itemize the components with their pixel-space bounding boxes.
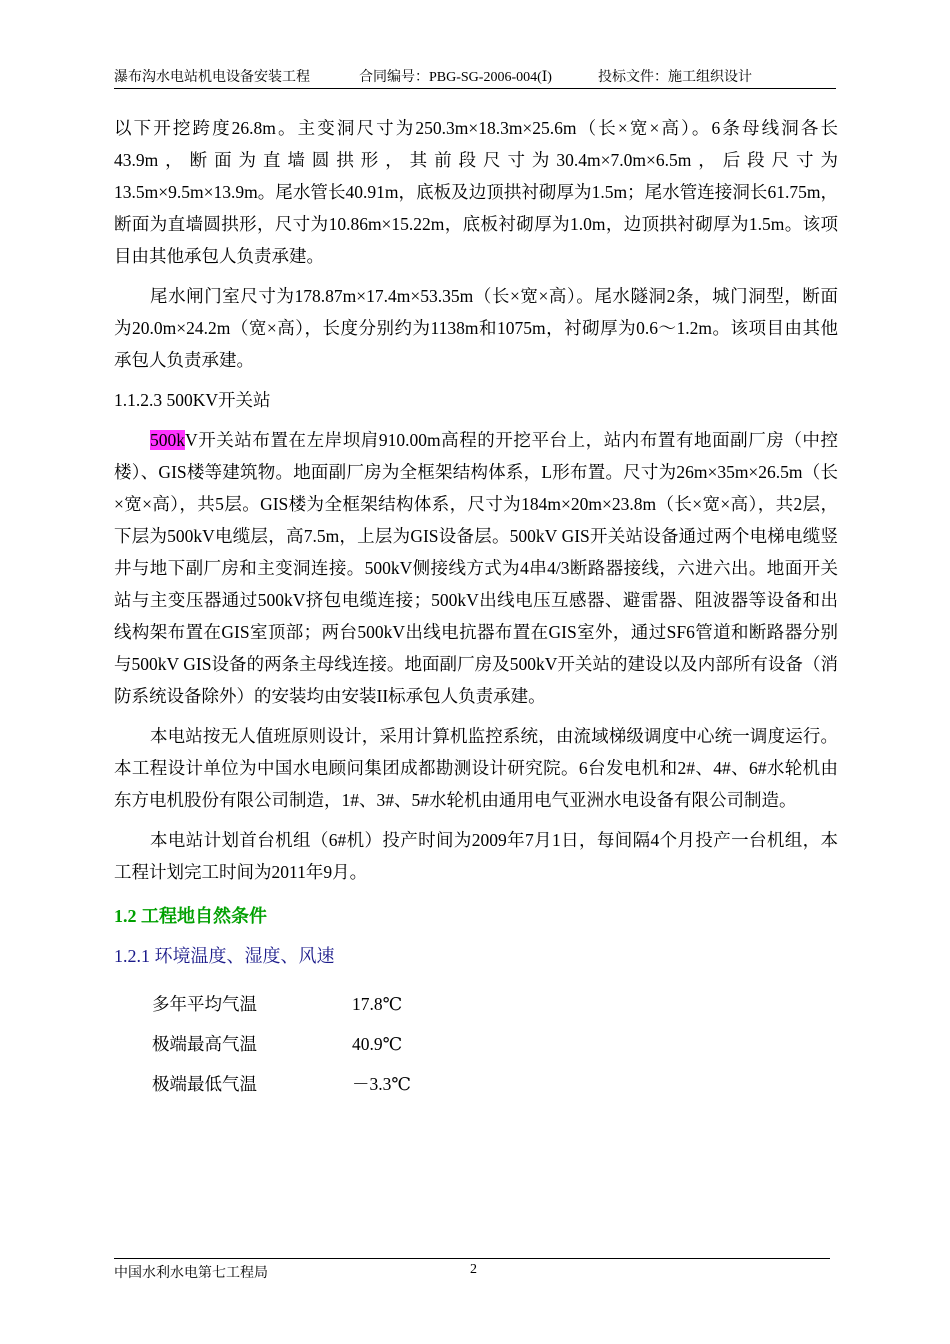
section-heading-12: 1.2 工程地自然条件 xyxy=(114,906,267,926)
param-row xyxy=(114,1064,838,1104)
climate-parameters xyxy=(114,984,838,1104)
param-name: 极端最低气温 xyxy=(152,1074,257,1094)
paragraph-4: 本电站按无人值班原则设计，采用计算机监控系统，由流域梯级调度中心统一调度运行。本工程设计单位为中国水电顾问集团成都勘测设计研究院。6台发电机和2#、4#、6#水轮机由东方电机股份有限公司制造，1#、3#、5#水轮机由通用电气亚洲水电设备有限公司制造。 xyxy=(114,726,838,810)
section-heading-121: 1.2.1 环境温度、湿度、风速 xyxy=(114,946,335,966)
paragraph-1: 以下开挖跨度26.8m。主变洞尺寸为250.3m×18.3m×25.6m（长×宽×高）。6条母线洞各长43.9m，断面为直墙圆拱形，其前段尺寸为30.4m×7.0m×6.5m，后段尺寸为13.5m×9.5m×13.9m。尾水管长40.91m，底板及边顶拱衬砌厚为1.5m；尾水管连接洞长61.75m，断面为直墙圆拱形，尺寸为10.86m×15.22m，底板衬砌厚为1.0m，边顶拱衬砌厚为1.5m。该项目由其他承包人负责承建。 xyxy=(114,118,838,266)
document-body xyxy=(114,112,838,1104)
paragraph-3-text: V开关站布置在左岸坝肩910.00m高程的开挖平台上，站内布置有地面副厂房（中控楼）、GIS楼等建筑物。地面副厂房为全框架结构体系，L形布置。尺寸为26m×35m×26.5m（长×宽×高），共5层。GIS楼为全框架结构体系，尺寸为184m×20m×23.8m（长×宽×高），共2层，下层为500kV电缆层，高7.5m，上层为GIS设备层。500kV GIS开关站设备通过两个电梯电缆竖井与地下副厂房和主变洞连接。500kV侧接线方式为4串4/3断路器接线，六进六出。地面开关站与主变压器通过500kV挤包电缆连接；500kV出线电压互感器、避雷器、阻波器等设备和出线构架布置在GIS室顶部；两台500kV出线电抗器布置在GIS室外，通过SF6管道和断路器分别与500kV GIS设备的两条主母线连接。地面副厂房及500kV开关站的建设以及内部所有设备（消防系统设备除外）的安装均由安装II标承包人负责承建。 xyxy=(114,430,838,706)
header-project-title: 瀑布沟水电站机电设备安装工程 xyxy=(114,70,310,85)
param-value: 40.9℃ xyxy=(352,1034,403,1054)
param-row xyxy=(114,1024,838,1064)
highlighted-text: 500k xyxy=(150,430,185,450)
footer-organization: 中国水利水电第七工程局 xyxy=(114,1266,268,1281)
section-heading-1123: 1.1.2.3 500KV开关站 xyxy=(114,390,271,410)
paragraph-3 xyxy=(114,424,838,712)
paragraph-2: 尾水闸门室尺寸为178.87m×17.4m×53.35m（长×宽×高）。尾水隧洞2条，城门洞型，断面为20.0m×24.2m（宽×高），长度分别约为1138m和1075m，衬砌厚为0.6～1.2m。该项目由其他承包人负责承建。 xyxy=(114,286,838,370)
page-number: 2 xyxy=(470,1262,477,1277)
header-document-type: 投标文件：施工组织设计 xyxy=(598,70,752,85)
footer-divider xyxy=(114,1258,830,1259)
param-name: 极端最高气温 xyxy=(152,1034,257,1054)
paragraph-5: 本电站计划首台机组（6#机）投产时间为2009年7月1日，每间隔4个月投产一台机组，本工程计划完工时间为2011年9月。 xyxy=(114,830,838,882)
param-row xyxy=(114,984,838,1024)
param-name: 多年平均气温 xyxy=(152,994,257,1014)
param-value: 17.8℃ xyxy=(352,994,403,1014)
page-header xyxy=(114,66,836,89)
param-value: －3.3℃ xyxy=(352,1074,411,1094)
header-contract-number: 合同编号：PBG-SG-2006-004(Ⅰ) xyxy=(359,70,552,85)
